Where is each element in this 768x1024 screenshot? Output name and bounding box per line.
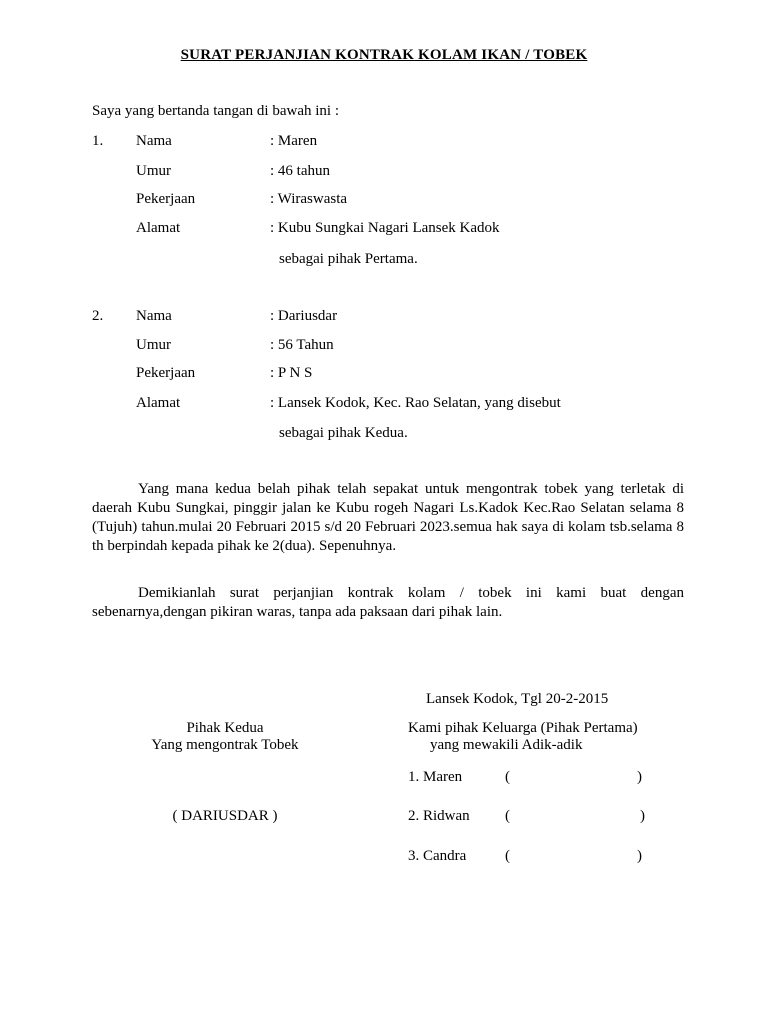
signer-3-label: 3. Candra	[408, 848, 467, 864]
party-1-number: 1.	[92, 133, 104, 149]
closing-paragraph-text: Demikianlah surat perjanjian kontrak kolam / tobek ini kami buat dengan sebenarnya,dengan pikiran waras, tanpa ada paksaan dari pihak lain.	[92, 585, 684, 620]
left-signature-name: ( DARIUSDAR )	[172, 808, 278, 824]
party-1-alamat-label: Alamat	[136, 220, 181, 236]
party-1-pekerjaan-value: : Wiraswasta	[270, 191, 348, 207]
party-1-umur-label: Umur	[136, 163, 171, 179]
party-2-number: 2.	[92, 308, 104, 324]
party-1-nama-value: : Maren	[270, 133, 318, 149]
party-2-alamat-value: : Lansek Kodok, Kec. Rao Selatan, yang disebut	[270, 395, 561, 411]
document-title: SURAT PERJANJIAN KONTRAK KOLAM IKAN / TOBEK	[180, 47, 588, 63]
party-1-nama-label: Nama	[136, 133, 172, 149]
party-1-role: sebagai pihak Pertama.	[279, 251, 418, 267]
party-2-umur-label: Umur	[136, 337, 171, 353]
party-1-alamat-value: : Kubu Sungkai Nagari Lansek Kadok	[270, 220, 500, 236]
right-signature-line-1: Kami pihak Keluarga (Pihak Pertama)	[408, 720, 638, 736]
left-signature-line-2: Yang mengontrak Tobek	[151, 737, 299, 753]
party-2-pekerjaan-label: Pekerjaan	[136, 365, 196, 381]
signer-1-close-paren: )	[637, 769, 642, 785]
signer-1-open-paren: (	[505, 769, 510, 785]
party-2-role: sebagai pihak Kedua.	[279, 425, 408, 441]
left-signature-line-1: Pihak Kedua	[186, 720, 264, 736]
signer-2-close-paren: )	[640, 808, 645, 824]
party-2-pekerjaan-value: : P N S	[270, 365, 313, 381]
party-1-pekerjaan-label: Pekerjaan	[136, 191, 196, 207]
intro-text: Saya yang bertanda tangan di bawah ini :	[92, 103, 340, 119]
party-2-nama-label: Nama	[136, 308, 172, 324]
party-2-alamat-label: Alamat	[136, 395, 181, 411]
agreement-paragraph-text: Yang mana kedua belah pihak telah sepakat untuk mengontrak tobek yang terletak di daerah Kubu Sungkai, pinggir jalan ke Kubu rogeh Nagari Ls.Kadok Kec.Rao Selatan selama 8 (Tujuh) tahun.mulai 20 Februari 2015 s/d 20 Februari 2023.semua hak saya di kolam tsb.selama 8 th berpindah kepada pihak ke 2(dua). Sepenuhnya.	[92, 481, 684, 554]
signer-3-close-paren: )	[637, 848, 642, 864]
party-1-umur-value: : 46 tahun	[270, 163, 330, 179]
signer-2-label: 2. Ridwan	[408, 808, 470, 824]
closing-paragraph	[92, 584, 684, 622]
signer-1-label: 1. Maren	[408, 769, 463, 785]
signer-2-open-paren: (	[505, 808, 510, 824]
party-2-nama-value: : Dariusdar	[270, 308, 338, 324]
right-signature-line-2: yang mewakili Adik-adik	[430, 737, 583, 753]
place-date: Lansek Kodok, Tgl 20-2-2015	[426, 691, 609, 707]
agreement-paragraph	[92, 480, 684, 556]
party-2-umur-value: : 56 Tahun	[270, 337, 334, 353]
signer-3-open-paren: (	[505, 848, 510, 864]
